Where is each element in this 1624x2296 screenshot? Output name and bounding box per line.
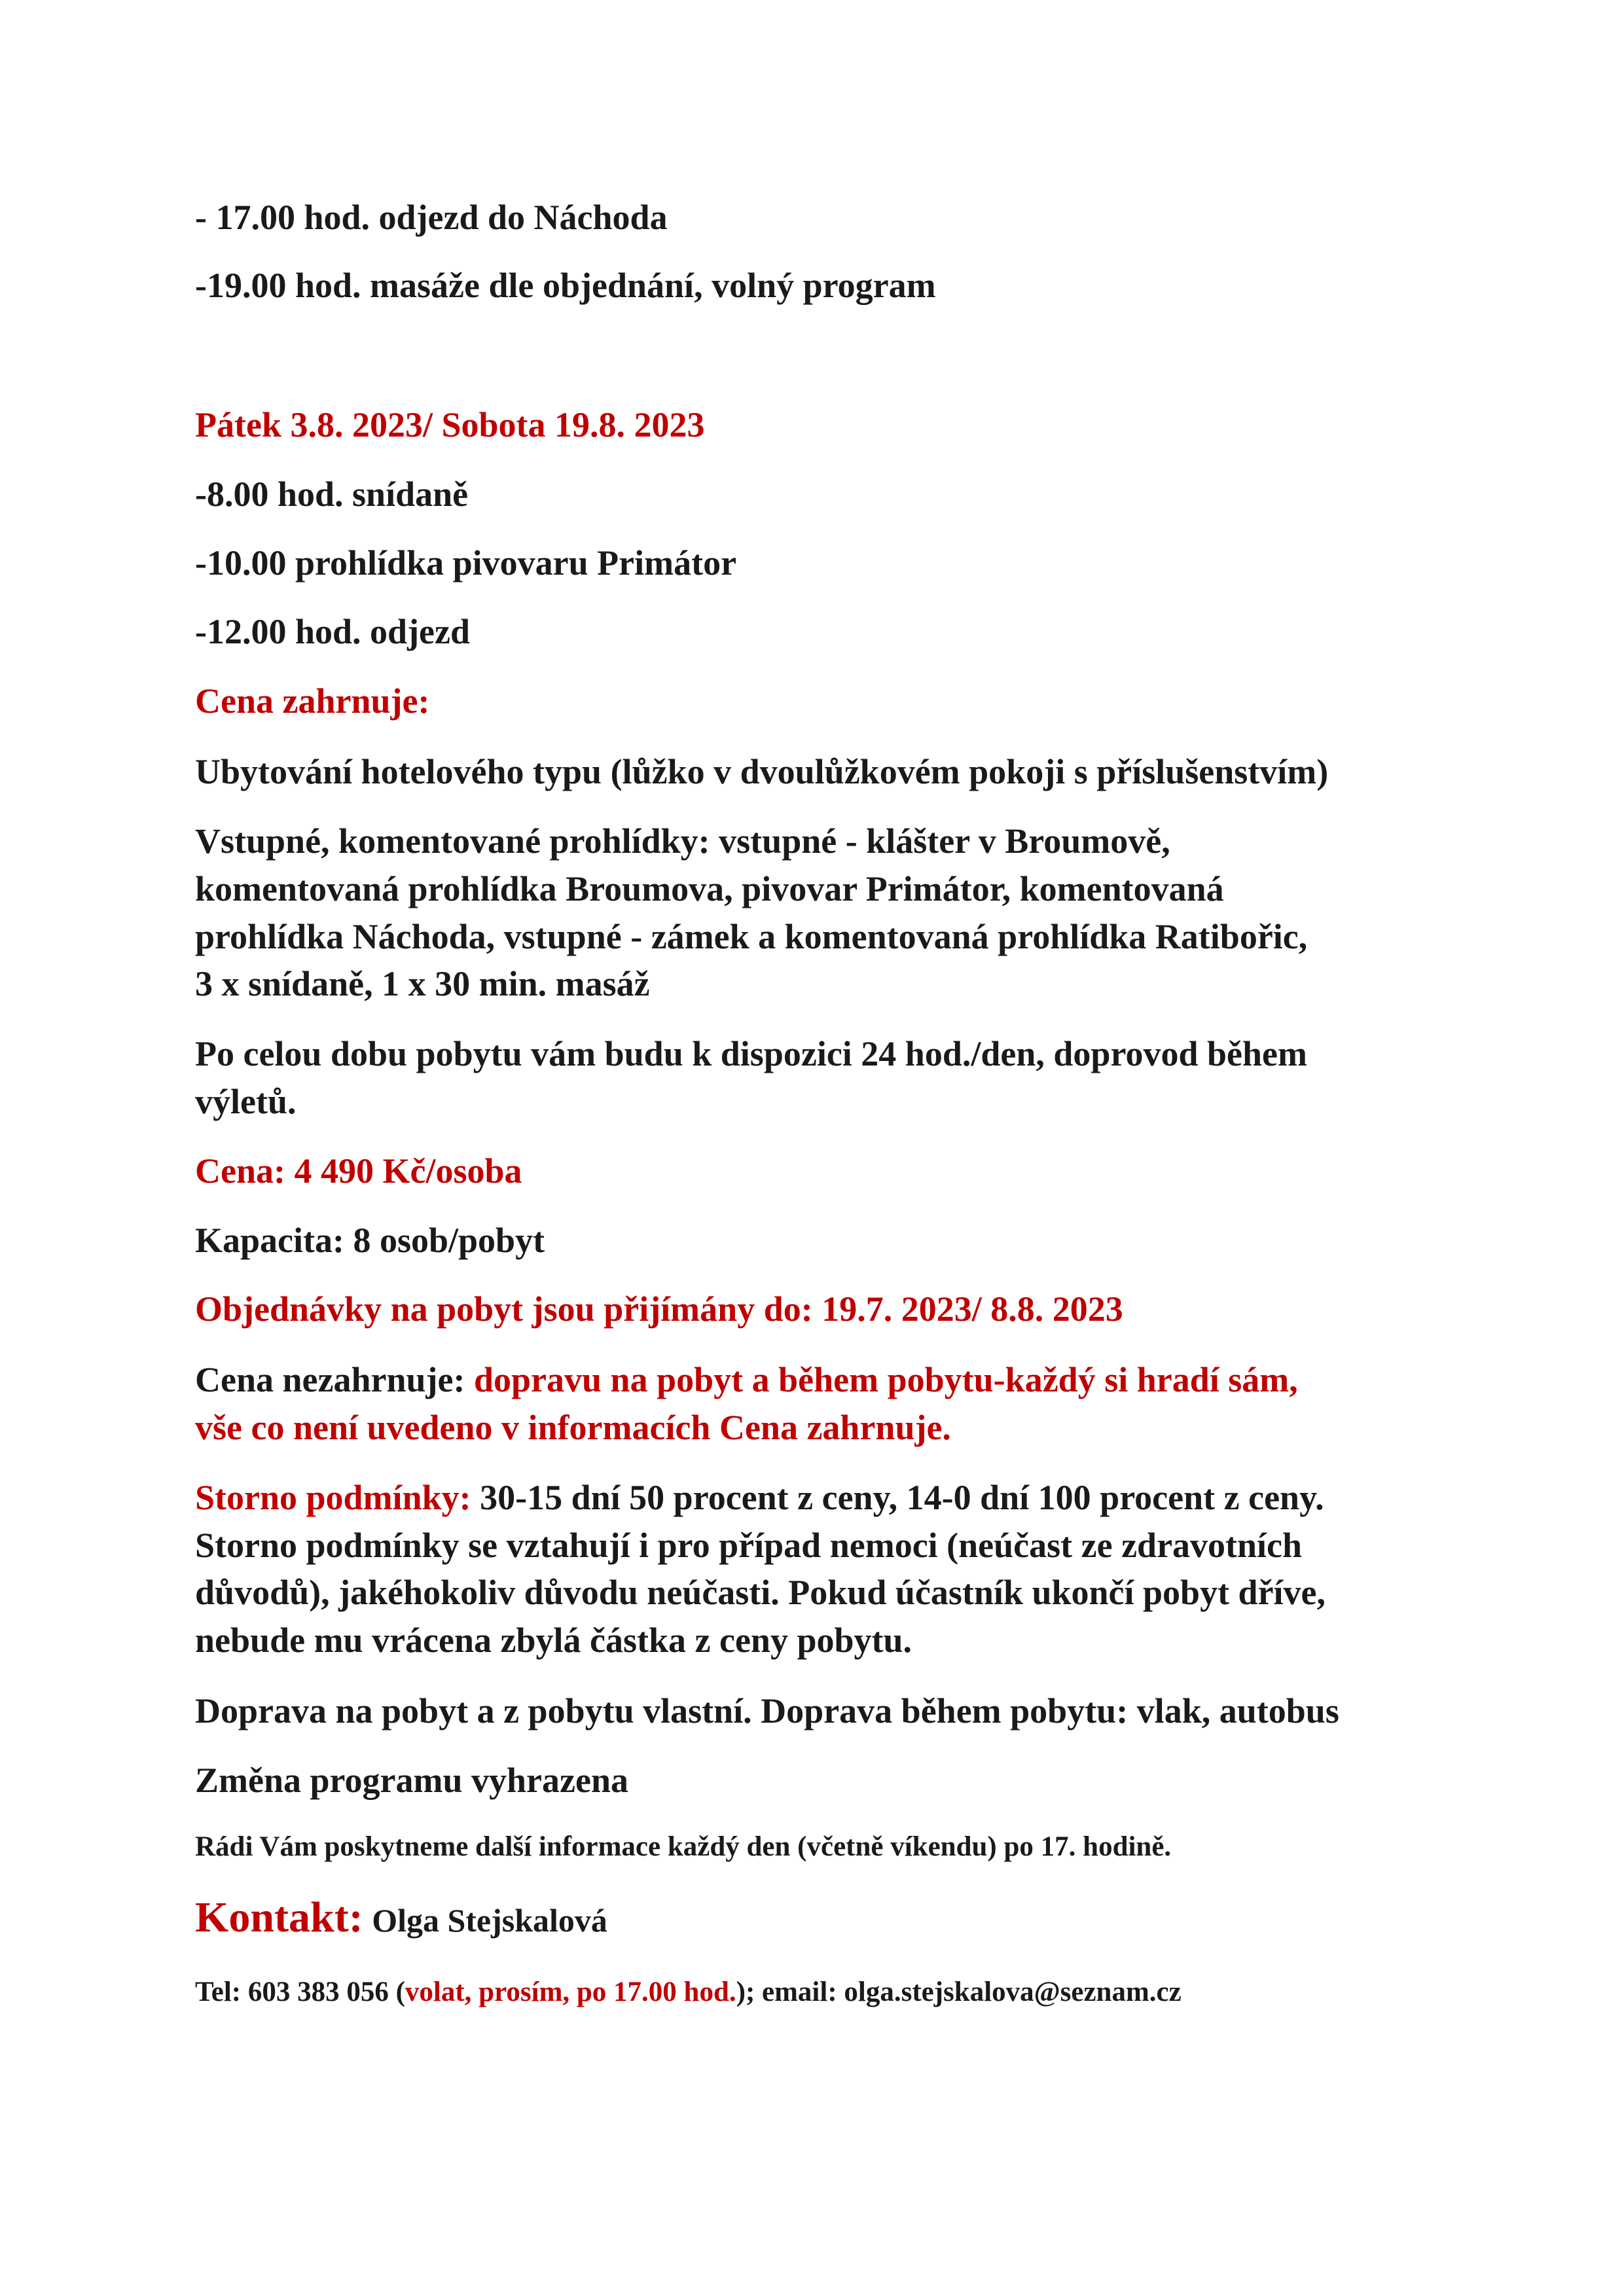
contact-email: ); email: olga.stejskalova@seznam.cz: [736, 1977, 1182, 2007]
contact-line: [195, 1888, 607, 1950]
storno-line: důvodů), jakéhokoliv důvodu neúčasti. Pokud účastník ukončí pobyt dříve,: [195, 1573, 1326, 1612]
schedule-item: - 17.00 hod. odjezd do Náchoda: [195, 198, 668, 237]
schedule-item: -10.00 prohlídka pivovaru Primátor: [195, 543, 737, 583]
storno-line: [195, 1474, 1324, 1521]
storno-line: nebude mu vrácena zbylá částka z ceny pobytu.: [195, 1621, 912, 1660]
program-change: Změna programu vyhrazena: [195, 1761, 628, 1800]
excludes-label: Cena nezahrnuje:: [195, 1360, 474, 1399]
includes-tours-line: prohlídka Náchoda, vstupné - zámek a komentovaná prohlídka Ratibořic,: [195, 917, 1308, 956]
excludes-line: [195, 1356, 1298, 1403]
includes-tours-line: 3 x snídaně, 1 x 30 min. masáž: [195, 964, 650, 1003]
price: Cena: 4 490 Kč/osoba: [195, 1151, 522, 1191]
storno-text: 30-15 dní 50 procent z ceny, 14-0 dní 100 procent z ceny.: [480, 1478, 1324, 1517]
contact-label: Kontakt:: [195, 1893, 363, 1941]
includes-tours-line: komentovaná prohlídka Broumova, pivovar Primátor, komentovaná: [195, 869, 1224, 908]
contact-phone: Tel: 603 383 056 (: [195, 1977, 405, 2007]
availability-line: Po celou dobu pobytu vám budu k dispozici 24 hod./den, doprovod během: [195, 1034, 1307, 1073]
storno-label: Storno podmínky:: [195, 1478, 480, 1517]
includes-accommodation: Ubytování hotelového typu (lůžko v dvoulůžkovém pokoji s příslušenstvím): [195, 752, 1329, 791]
excludes-text-line2: vše co není uvedeno v informacích Cena zahrnuje.: [195, 1408, 951, 1447]
schedule-item: -8.00 hod. snídaně: [195, 475, 469, 514]
contact-name: Olga Stejskalová: [372, 1902, 607, 1939]
day-heading: Pátek 3.8. 2023/ Sobota 19.8. 2023: [195, 405, 705, 444]
info-note: Rádi Vám poskytneme další informace každý den (včetně víkendu) po 17. hodině.: [195, 1831, 1172, 1862]
contact-details: [195, 1973, 1182, 2012]
includes-heading: Cena zahrnuje:: [195, 681, 430, 721]
orders-deadline: Objednávky na pobyt jsou přijímány do: 19.7. 2023/ 8.8. 2023: [195, 1289, 1123, 1329]
includes-tours-line: Vstupné, komentované prohlídky: vstupné - klášter v Broumově,: [195, 821, 1170, 861]
schedule-item: -19.00 hod. masáže dle objednání, volný program: [195, 266, 936, 305]
contact-call-note: volat, prosím, po 17.00 hod.: [405, 1977, 736, 2007]
capacity: Kapacita: 8 osob/pobyt: [195, 1221, 545, 1260]
availability-line: výletů.: [195, 1082, 297, 1121]
transport: Doprava na pobyt a z pobytu vlastní. Doprava během pobytu: vlak, autobus: [195, 1691, 1339, 1731]
storno-line: Storno podmínky se vztahují i pro případ nemoci (neúčast ze zdravotních: [195, 1526, 1303, 1565]
schedule-item: -12.00 hod. odjezd: [195, 612, 471, 651]
excludes-text: dopravu na pobyt a během pobytu-každý si hradí sám,: [473, 1360, 1298, 1399]
